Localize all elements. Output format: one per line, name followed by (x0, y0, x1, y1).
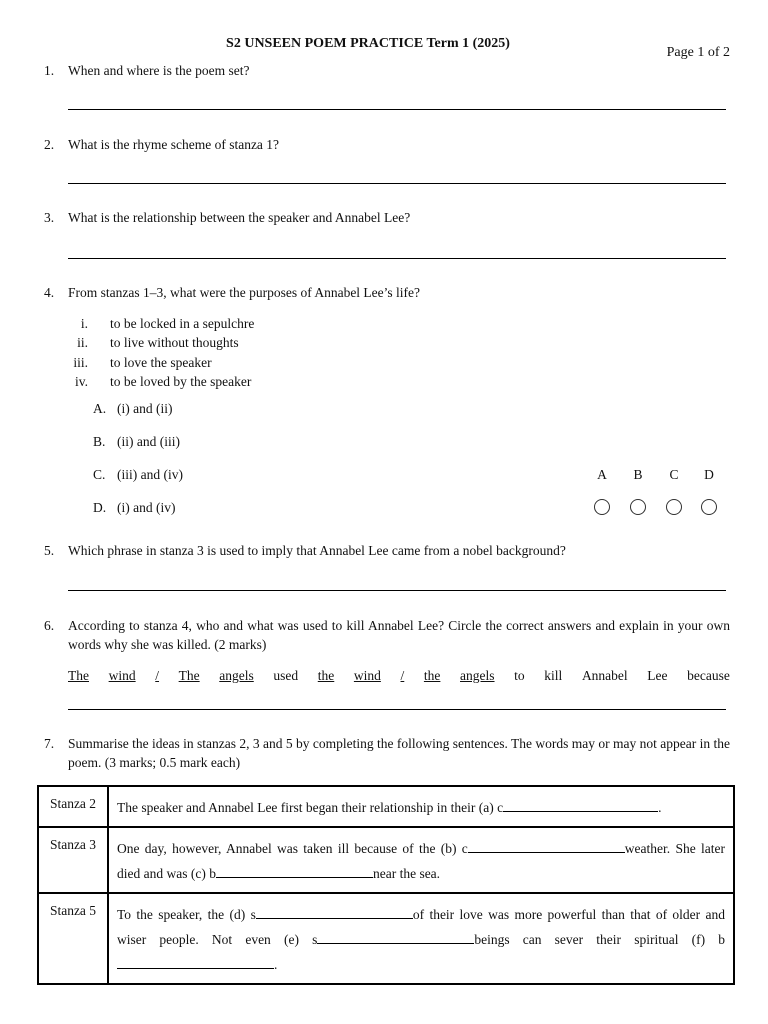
option-text: (i) and (iv) (117, 500, 176, 515)
page-number: Page 1 of 2 (666, 45, 730, 60)
question-6-answer-line[interactable] (68, 709, 726, 710)
choice-the-angels-1[interactable]: The (178, 668, 200, 683)
option-text: (i) and (ii) (117, 401, 173, 416)
sentence-word: kill (544, 668, 563, 683)
summary-text: One day, however, Annabel was taken ill because of the (b) c (117, 841, 468, 856)
stanza-summary (108, 827, 734, 893)
choice-the-wind-2[interactable]: the (317, 668, 335, 683)
question-6-text: According to stanza 4, who and what was used to kill Annabel Lee? Circle the correct answers and explain in your own words why she was killed. (2 marks) (68, 618, 730, 652)
table-row (38, 827, 734, 893)
question-2-answer-line[interactable] (68, 183, 726, 184)
summary-text: To the speaker, the (d) s (117, 907, 256, 922)
blank-f[interactable] (117, 953, 274, 969)
option-letter: B. (93, 434, 106, 449)
statement-text: to love the speaker (110, 355, 212, 370)
summary-text: beings can sever their spiritual (f) b (474, 932, 726, 947)
stanza-summary (108, 893, 734, 984)
summary-text: of their love was more powerful than that of older and wiser people. Not even (e) s (117, 907, 725, 947)
summary-table (37, 785, 735, 985)
option-letter: A. (93, 401, 107, 416)
question-2-text: What is the rhyme scheme of stanza 1? (68, 137, 280, 152)
sentence-word: used (273, 668, 299, 683)
sentence-word: because (687, 668, 730, 683)
question-6-number: 6. (44, 618, 55, 633)
answer-radio-c[interactable] (666, 499, 682, 515)
choice-the-wind-2[interactable]: wind (353, 668, 381, 683)
answer-letter-c: C (669, 467, 679, 482)
summary-text: The speaker and Annabel Lee first began their relationship in their (a) c (117, 800, 504, 815)
stanza-summary (108, 786, 734, 827)
answer-radio-a[interactable] (594, 499, 610, 515)
question-2-number: 2. (44, 137, 55, 152)
summary-text: near the sea. (372, 866, 441, 881)
statement-number: i. (80, 316, 88, 331)
question-3-number: 3. (44, 210, 55, 225)
choice-the-angels-2[interactable]: angels (460, 668, 495, 683)
stanza-label: Stanza 3 (38, 827, 108, 893)
summary-text: weather. She later died and was (c) b (117, 841, 725, 881)
summary-text: . (658, 800, 662, 815)
question-5-answer-line[interactable] (68, 590, 726, 591)
page-title: S2 UNSEEN POEM PRACTICE Term 1 (2025) (226, 36, 510, 51)
sentence-word: to (514, 668, 525, 683)
table-row (38, 786, 734, 827)
answer-letter-b: B (633, 467, 643, 482)
choice-separator: / (155, 668, 160, 683)
question-6-answer-sentence (68, 668, 730, 684)
choice-the-angels-1[interactable]: angels (219, 668, 254, 683)
blank-d[interactable] (256, 903, 413, 919)
option-text: (iii) and (iv) (117, 467, 183, 482)
sentence-word: Annabel (581, 668, 628, 683)
summary-text: . (274, 957, 278, 972)
table-row (38, 893, 734, 984)
sentence-word: Lee (647, 668, 668, 683)
blank-e[interactable] (317, 928, 474, 944)
statement-number: iii. (73, 355, 88, 370)
question-3-answer-line[interactable] (68, 258, 726, 259)
statement-number: iv. (75, 374, 88, 389)
option-letter: D. (93, 500, 107, 515)
question-5-number: 5. (44, 543, 55, 558)
stanza-label: Stanza 2 (38, 786, 108, 827)
question-7-number: 7. (44, 736, 55, 751)
blank-a[interactable] (503, 796, 658, 812)
choice-the-wind-1[interactable]: The (68, 668, 89, 683)
option-text: (ii) and (iii) (117, 434, 180, 449)
statement-number: ii. (77, 335, 88, 350)
question-1-answer-line[interactable] (68, 109, 726, 110)
question-5-text: Which phrase in stanza 3 is used to imply that Annabel Lee came from a nobel background? (68, 543, 566, 558)
blank-c[interactable] (216, 862, 373, 878)
answer-radio-d[interactable] (701, 499, 717, 515)
option-letter: C. (93, 467, 106, 482)
question-1-text: When and where is the poem set? (68, 63, 250, 78)
statement-text: to be locked in a sepulchre (110, 316, 255, 331)
question-3-text: What is the relationship between the speaker and Annabel Lee? (68, 210, 411, 225)
choice-the-wind-1[interactable]: wind (108, 668, 136, 683)
question-4-text: From stanzas 1–3, what were the purposes of Annabel Lee’s life? (68, 285, 421, 300)
statement-text: to be loved by the speaker (110, 374, 252, 389)
answer-letter-a: A (597, 467, 607, 482)
stanza-label: Stanza 5 (38, 893, 108, 984)
answer-letter-d: D (704, 467, 714, 482)
question-7-text: Summarise the ideas in stanzas 2, 3 and 5 by completing the following sentences. The words may or may not appear in the poem. (3 marks; 0.5 mark each) (68, 736, 730, 770)
statement-text: to live without thoughts (110, 335, 239, 350)
question-4-number: 4. (44, 285, 55, 300)
answer-radio-b[interactable] (630, 499, 646, 515)
choice-the-angels-2[interactable]: the (423, 668, 441, 683)
blank-b[interactable] (468, 837, 625, 853)
choice-separator: / (400, 668, 405, 683)
question-1-number: 1. (44, 63, 55, 78)
